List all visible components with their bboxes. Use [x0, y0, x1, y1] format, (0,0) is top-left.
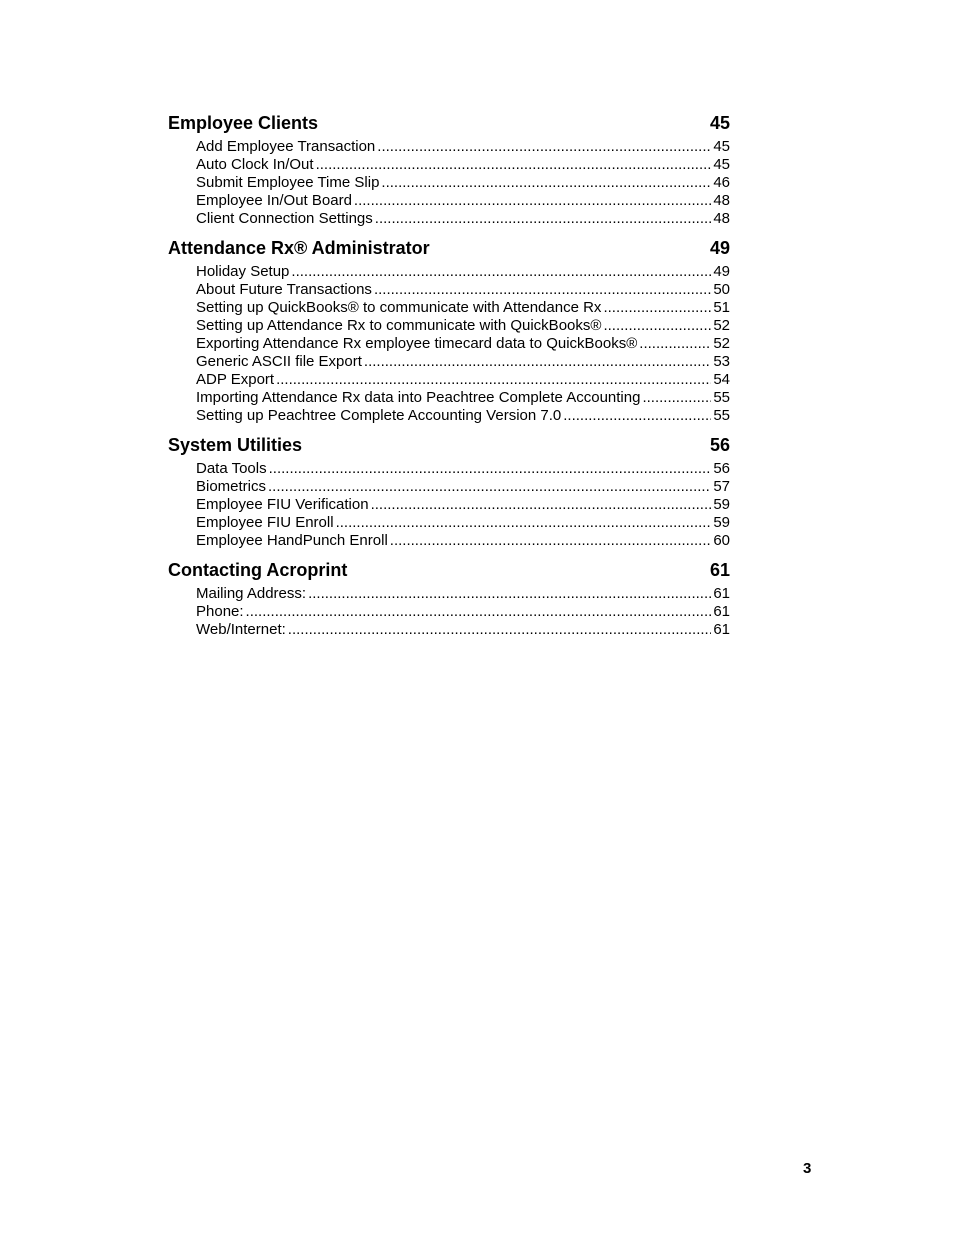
entry-page: 48: [713, 210, 730, 227]
entry-page: 55: [713, 407, 730, 424]
section-heading[interactable]: [168, 559, 730, 581]
section-entries: [168, 460, 730, 550]
section-page: 49: [709, 238, 730, 258]
toc-entry[interactable]: [196, 156, 730, 174]
entry-page: 52: [713, 317, 730, 334]
dot-leader: [268, 478, 711, 496]
entry-title: Employee In/Out Board: [196, 192, 352, 209]
entry-page: 49: [713, 263, 730, 280]
dot-leader: [336, 514, 712, 532]
dot-leader: [377, 138, 711, 156]
dot-leader: [269, 460, 712, 478]
toc-entry[interactable]: [196, 621, 730, 639]
section-heading[interactable]: [168, 112, 730, 134]
dot-leader: [381, 174, 711, 192]
entry-page: 51: [713, 299, 730, 316]
entry-page: 56: [713, 460, 730, 477]
toc-section-system-utilities: [168, 434, 730, 550]
entry-title: Setting up Attendance Rx to communicate with QuickBooks®: [196, 317, 602, 334]
entry-page: 46: [713, 174, 730, 191]
section-page: 45: [709, 113, 730, 133]
toc-entry[interactable]: [196, 478, 730, 496]
entry-page: 60: [713, 532, 730, 549]
toc-entry[interactable]: [196, 496, 730, 514]
section-page: 56: [709, 435, 730, 455]
dot-leader: [364, 353, 711, 371]
entry-page: 48: [713, 192, 730, 209]
dot-leader: [354, 192, 711, 210]
entry-page: 53: [713, 353, 730, 370]
entry-page: 45: [713, 138, 730, 155]
dot-leader: [642, 389, 711, 407]
toc-entry[interactable]: [196, 407, 730, 425]
entry-page: 61: [713, 621, 730, 638]
entry-title: Generic ASCII file Export: [196, 353, 362, 370]
toc-section-contacting-acroprint: [168, 559, 730, 639]
entry-title: Setting up Peachtree Complete Accounting Version 7.0: [196, 407, 562, 424]
entry-page: 45: [713, 156, 730, 173]
dot-leader: [371, 496, 712, 514]
section-page: 61: [709, 560, 730, 580]
toc-entry[interactable]: [196, 317, 730, 335]
entry-title: Add Employee Transaction: [196, 138, 376, 155]
entry-page: 59: [713, 514, 730, 531]
dot-leader: [374, 281, 711, 299]
section-entries: [168, 263, 730, 425]
entry-title: Submit Employee Time Slip: [196, 174, 380, 191]
entry-title: Web/Internet:: [196, 621, 286, 638]
section-entries: [168, 138, 730, 228]
toc-entry[interactable]: [196, 371, 730, 389]
entry-title: About Future Transactions: [196, 281, 372, 298]
dot-leader: [375, 210, 712, 228]
dot-leader: [288, 621, 712, 639]
entry-title: Mailing Address:: [196, 585, 307, 602]
entry-page: 52: [713, 335, 730, 352]
entry-page: 55: [713, 389, 730, 406]
dot-leader: [316, 156, 712, 174]
toc-section-attendance-rx-administrator: [168, 237, 730, 425]
page-number: 3: [803, 1160, 812, 1177]
toc-entry[interactable]: [196, 210, 730, 228]
toc-entry[interactable]: [196, 585, 730, 603]
dot-leader: [563, 407, 711, 425]
entry-title: Employee HandPunch Enroll: [196, 532, 388, 549]
toc-entry[interactable]: [196, 353, 730, 371]
dot-leader: [276, 371, 711, 389]
entry-title: Holiday Setup: [196, 263, 290, 280]
dot-leader: [291, 263, 711, 281]
section-heading[interactable]: [168, 237, 730, 259]
toc-entry[interactable]: [196, 299, 730, 317]
toc-entry[interactable]: [196, 514, 730, 532]
toc-entry[interactable]: [196, 192, 730, 210]
entry-page: 57: [713, 478, 730, 495]
toc-entry[interactable]: [196, 389, 730, 407]
dot-leader: [390, 532, 712, 550]
section-title: System Utilities: [168, 435, 303, 455]
toc-entry[interactable]: [196, 138, 730, 156]
dot-leader: [603, 317, 711, 335]
entry-title: Exporting Attendance Rx employee timecard data to QuickBooks®: [196, 335, 638, 352]
toc-entry[interactable]: [196, 603, 730, 621]
dot-leader: [603, 299, 711, 317]
toc-entry[interactable]: [196, 263, 730, 281]
entry-title: Phone:: [196, 603, 244, 620]
entry-page: 61: [713, 603, 730, 620]
dot-leader: [308, 585, 711, 603]
entry-title: Biometrics: [196, 478, 267, 495]
toc-section-employee-clients: [168, 112, 730, 228]
toc-entry[interactable]: [196, 532, 730, 550]
toc-entry[interactable]: [196, 281, 730, 299]
entry-page: 54: [713, 371, 730, 388]
section-title: Contacting Acroprint: [168, 560, 348, 580]
entry-title: Client Connection Settings: [196, 210, 373, 227]
entry-title: Auto Clock In/Out: [196, 156, 314, 173]
entry-title: Setting up QuickBooks® to communicate with Attendance Rx: [196, 299, 602, 316]
toc-entry[interactable]: [196, 460, 730, 478]
entry-title: ADP Export: [196, 371, 275, 388]
entry-title: Employee FIU Enroll: [196, 514, 334, 531]
section-heading[interactable]: [168, 434, 730, 456]
toc-entry[interactable]: [196, 174, 730, 192]
toc-entry[interactable]: [196, 335, 730, 353]
entry-page: 50: [713, 281, 730, 298]
dot-leader: [639, 335, 711, 353]
entry-page: 61: [713, 585, 730, 602]
section-title: Attendance Rx® Administrator: [168, 238, 430, 258]
entry-page: 59: [713, 496, 730, 513]
table-of-contents: [168, 112, 730, 639]
section-entries: [168, 585, 730, 639]
entry-title: Importing Attendance Rx data into Peachtree Complete Accounting: [196, 389, 641, 406]
entry-title: Employee FIU Verification: [196, 496, 369, 513]
entry-title: Data Tools: [196, 460, 267, 477]
dot-leader: [246, 603, 712, 621]
section-title: Employee Clients: [168, 113, 319, 133]
